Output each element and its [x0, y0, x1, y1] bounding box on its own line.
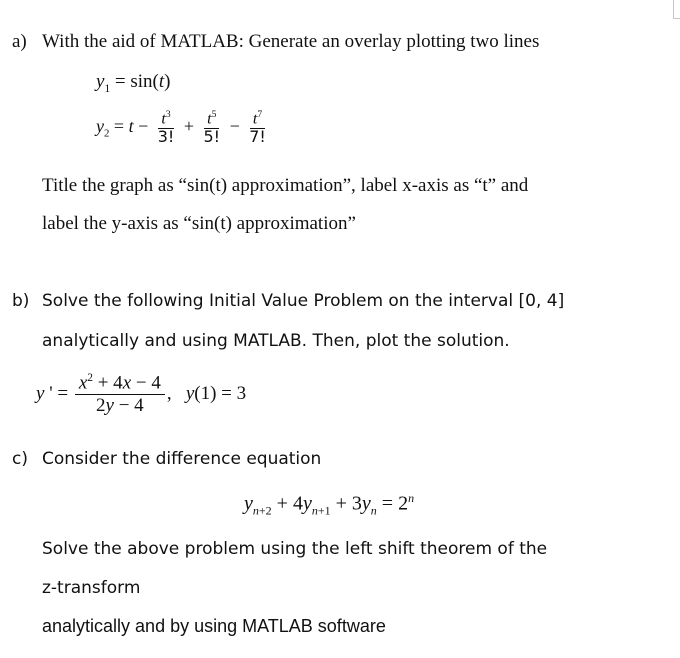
part-c-label: c) — [12, 449, 28, 469]
part-a-instruction-2: label the y-axis as “sin(t) approximation” — [42, 213, 356, 234]
part-b-line-2: analytically and using MATLAB. Then, plot the solution. — [42, 331, 510, 351]
part-c-line-1: Consider the difference equation — [42, 449, 322, 469]
equation-ivp: y ' = $\frac{x^2 + 4x - 4}{2y - 4}$ , y(1) = 3 — [36, 372, 247, 417]
part-c-line-4: analytically and by using MATLAB software — [42, 616, 386, 636]
equation-y1: $y_1 = \sin(t)$ — [96, 71, 171, 95]
page-corner-mark — [673, 0, 680, 19]
part-b-label: b) — [12, 291, 30, 311]
part-a-label: a) — [12, 31, 27, 52]
equation-y2: $y_2 = t$ − $\frac{t^3}{3!}$ + $\frac{t^5}{5!}$ − $\frac{t^7}{7!}$ — [96, 109, 266, 147]
part-b-line-1: Solve the following Initial Value Problem on the interval [0, 4] — [42, 291, 565, 311]
part-c-line-3: z-transform — [42, 578, 141, 598]
part-a-intro: With the aid of MATLAB: Generate an overlay plotting two lines — [42, 31, 540, 52]
part-c-line-2: Solve the above problem using the left shift theorem of the — [42, 539, 548, 559]
part-a-instruction-1: Title the graph as “sin(t) approximation”, label x-axis as “t” and — [42, 175, 529, 196]
equation-difference: $y_{n+2} + 4y_{n+1} + 3y_n = 2^n$ — [244, 491, 415, 518]
